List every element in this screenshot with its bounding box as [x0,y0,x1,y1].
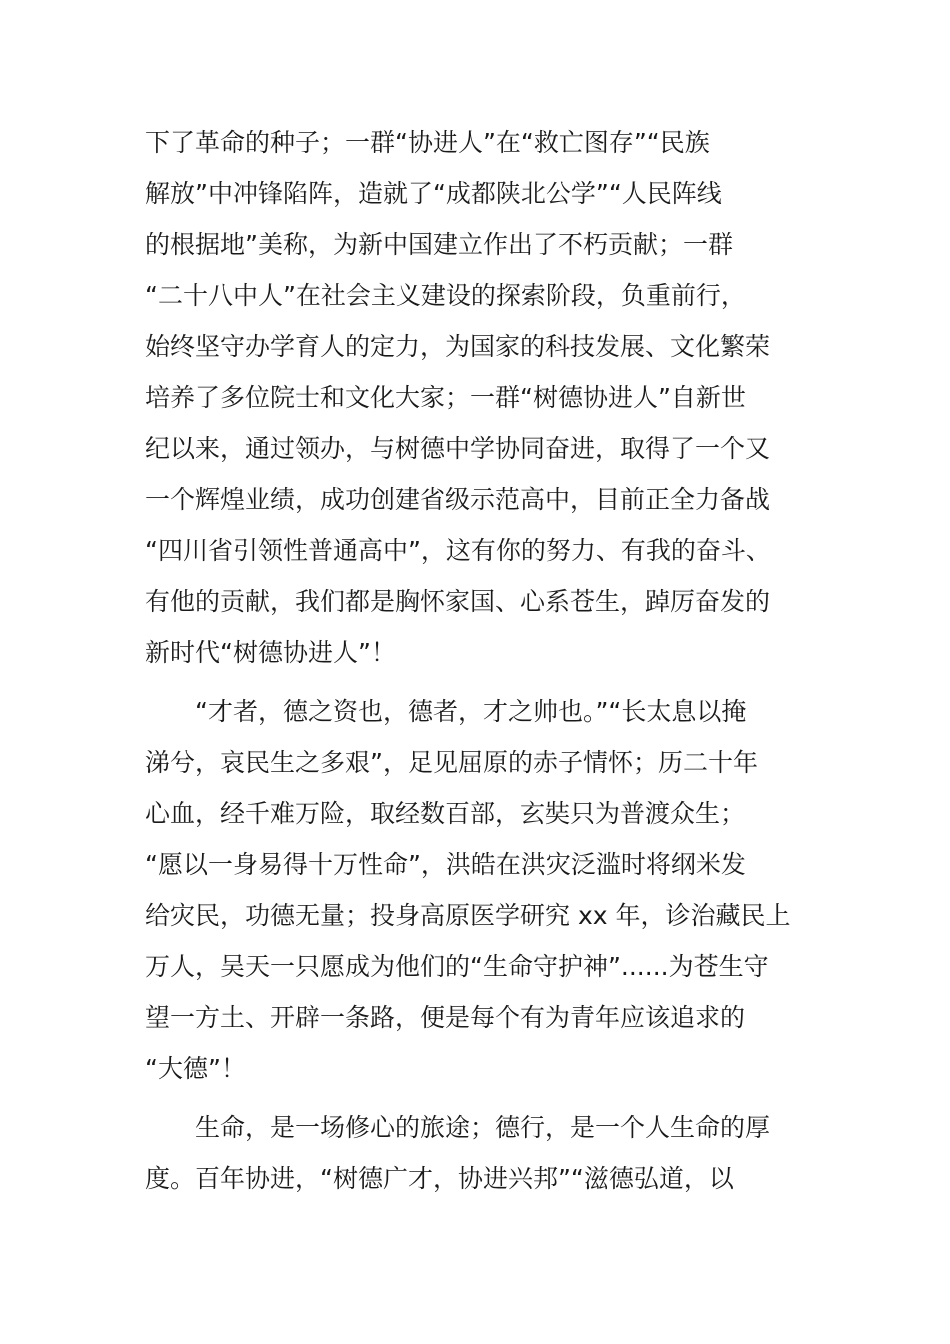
text-line: 下了革命的种子；一群“协进人”在“救亡图存”“民族 [145,128,710,157]
paragraph-2 [145,686,805,1094]
text-line: 一个辉煌业绩，成功创建省级示范高中，目前正全力备战 [145,485,771,514]
text-line: 心血，经千难万险，取经数百部，玄奘只为普渡众生； [145,799,746,828]
text-line: 纪以来，通过领办，与树德中学协同奋进，取得了一个又 [145,434,771,463]
text-line: 的根据地”美称，为新中国建立作出了不朽贡献；一群 [145,230,733,259]
text-line: 度。百年协进，“树德广才，协进兴邦”“滋德弘道，以 [145,1164,734,1193]
text-line: 培养了多位院士和文化大家；一群“树德协进人”自新世 [145,383,746,412]
text-line: 给灾民，功德无量；投身高原医学研究 xx 年，诊治藏民上 [145,901,791,930]
text-line: “才者，德之资也，德者，才之帅也。”“长太息以掩 [195,697,747,726]
text-line: 新时代“树德协进人”！ [145,638,396,667]
text-line: “大德”！ [145,1054,246,1083]
text-line: 解放”中冲锋陷阵，造就了“成都陕北公学”“人民阵线 [145,179,722,208]
text-line: “四川省引领性普通高中”，这有你的努力、有我的奋斗、 [145,536,771,565]
paragraph-3 [145,1102,805,1204]
text-line: “愿以一身易得十万性命”，洪皓在洪灾泛滥时将纲米发 [145,850,746,879]
text-line: 始终坚守办学育人的定力，为国家的科技发展、文化繁荣 [145,332,771,361]
paragraph-1 [145,117,805,678]
text-line: 万人，吴天一只愿成为他们的“生命守护神”......为苍生守 [145,952,769,981]
text-line: 生命，是一场修心的旅途；德行，是一个人生命的厚 [195,1113,771,1142]
text-line: 望一方土、开辟一条路，便是每个有为青年应该追求的 [145,1003,746,1032]
text-line: 有他的贡献，我们都是胸怀家国、心系苍生，踔厉奋发的 [145,587,771,616]
text-line: 涕兮，哀民生之多艰”，足见屈原的赤子情怀；历二十年 [145,748,758,777]
text-line: “二十八中人”在社会主义建设的探索阶段，负重前行， [145,281,746,310]
